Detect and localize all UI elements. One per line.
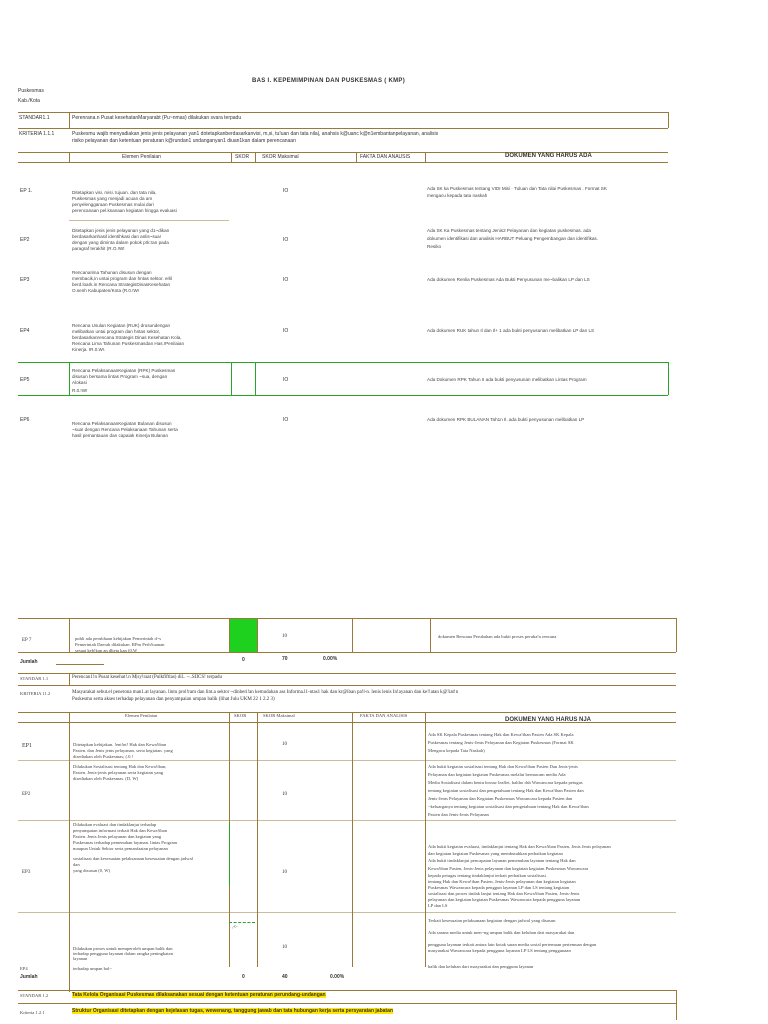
- dokumen-line: mengacu kepada tata naskah: [427, 193, 488, 198]
- skor-max: 10: [282, 742, 287, 747]
- ep-label: EP3: [20, 277, 30, 283]
- dokumen-line: pengguna layanan terkait antara lain kotak saran media sosial pertemuan pertemuan dengan: [428, 942, 597, 947]
- skor-max: 10: [282, 792, 287, 797]
- standar-text-3: Tata Kelola Organisasi Puskesmas dilaksanakan sesuai dengan ketentuan peraturan perundang-undangan: [72, 992, 326, 998]
- jumlah-pct: 0.00%: [323, 656, 338, 662]
- skor-max: IO: [283, 377, 289, 383]
- dokumen-line: LP dan LS: [428, 903, 448, 908]
- elemen-line: yang disusun (0, W): [73, 868, 111, 873]
- dokumen-line: masyarakat Wawancara kepada pengguna layanan LP LS tentang penggunaan: [428, 948, 571, 953]
- elemen-line: Rencana PelaksanaanKegiatan Bulanan disusun: [72, 421, 172, 426]
- skor-max: IO: [283, 277, 289, 283]
- header-dokumen: DOKUMEN YANG HARUS ADA: [505, 153, 592, 159]
- puskesmas-label: Puskesmas: [18, 88, 44, 94]
- dokumen-line: Ada Dokumen RPK Tahun II ada bukti penyusunan melibatkan Lintas Program: [427, 377, 587, 382]
- dokumen-line: Media Sosialisasi dalam bentu brosur leaflet, baliho dsb Wawancara kepada petugas: [428, 780, 583, 785]
- header-skor: SKOR: [235, 154, 250, 160]
- jumlah-max: 70: [282, 656, 288, 662]
- ep-label: EP2: [20, 237, 30, 243]
- elemen-line: Pemerintah Daerah dilakukan. RPm Perh!tuanan: [75, 642, 165, 647]
- elemen-line: Ditetapkan jenis jenis pelayanan yang d1~dikan: [72, 228, 170, 233]
- kriteria-text-1: Puskesmu wajib menyadiakan jenis jenis pelayanan yan1 dotetapkanberdasarkanvisi, m,si, tu!uan dan tata nila|, anahsis k@uanc k@n1embantanpelayanan, analisis: [72, 131, 439, 137]
- elemen-line: sosialisasi dan kesesuaian pelaksanaan kesesuaian dengan jadwal: [73, 856, 193, 861]
- jumlah-skor: 0: [242, 657, 245, 663]
- elemen-line: publi ada perubhaan kebijakan Pemerintah d~s: [75, 636, 162, 641]
- kriteria-text-3: Struktur Organisasi ditetapkan dengan kejelasan tugas, wewenang, tanggung jawab dan tata hubungan kerja serta persyaratan jabatan: [72, 1008, 393, 1014]
- elemen-line: terhadap pengguna layanan dalam rangka peningkatan: [73, 951, 173, 956]
- dokumen-line: Ada dokumen RPK BULANAN Tah1n Il. ada bukti penyusunan melibatkan LP: [427, 417, 585, 422]
- elemen-line: layanan: [73, 956, 88, 961]
- skor-max: IO: [283, 328, 289, 334]
- dokumen-line: Jenis-Jenis Pelayanan dan Kegiatan Puskesmas Wawancara kepada Pasien dan: [428, 796, 573, 801]
- elemen-line: disediakan oleh Puskesmas. (D, W): [73, 776, 139, 781]
- elemen-line: Pasien. Jenis Jenis pelayanan dan kegiatan yang: [73, 834, 162, 839]
- elemen-line: sesuai keb!kan an dlteta kan (0.W: [75, 648, 138, 653]
- document-title: BAS I. KEPEMIMPINAN DAN PUSKESMAS ( KMP): [252, 78, 406, 84]
- dokumen-line: Ada SK Kepala Puskesmas tentang Hak dan Kewa!iban Pasien Ada SK Kepala: [428, 732, 574, 737]
- jumlah-max: 40: [282, 974, 288, 980]
- header-dokumen-2: DOKUMEN YANG HARUS NJA: [505, 717, 592, 723]
- elemen-line: Pasien. dan Jenis jenis pelayanan. serta kegiatan. yang: [73, 748, 173, 753]
- skor-max: IO: [283, 417, 289, 423]
- elemen-line: penyampaian informasi terkait Hak dan Kewa!iban: [73, 828, 168, 833]
- dokumen-line: Puskesmas Wawancara kepada penggun layanan LP dan LS tentang kegiatan: [428, 885, 570, 890]
- kriteria-label: KRITERIA 1.1.1: [19, 131, 55, 137]
- elemen-line: dan: [73, 862, 80, 867]
- elemen-line: Dilakukan proses untuk memperoleh umpan balik dan: [73, 946, 173, 951]
- skor-cell-ep7[interactable]: [230, 619, 257, 652]
- dokumen-line: tentang Hak dan Kewa!iban Pasien, Jenis-Jenis pelayanan dan kegiatan kegiatan: [428, 879, 576, 884]
- elemen-line: Puskesmas terhadap pemenuhan layanan. lintas Program: [73, 840, 178, 845]
- dokumen-line: Ada bukti tindaklanjut pencapaian layanan pemenuhan layanan tentang Hak dan: [428, 858, 576, 863]
- elemen-line: Alokasi: [72, 380, 87, 385]
- elemen-line: ~sua! dengan Rencana Pelaksanaan Tahunan serta: [72, 427, 178, 432]
- elemen-line: Ditetapkan visi. misi. tujuan. dan tata nila,: [72, 190, 157, 195]
- jumlah-label: Jumlah: [20, 974, 38, 980]
- ep-label: EP4: [20, 328, 30, 334]
- dokumen-line: Kewa!iban Pasien, Jenis-Jenis pelayanan dan kegiatan kegiatan Puskesmas Wawancara: [428, 866, 589, 871]
- elemen-line: Dilakukan evaluasi dan tindaklanjut terhadap: [73, 822, 157, 827]
- elemen-line: dengan yang diminta dalam pokok p!k:ran pada: [72, 240, 169, 245]
- dokumen-line: pelayanan dan kegiatan kegiatan Puskesmas Wawancara kepada pengguna layanan: [428, 897, 581, 902]
- skor-max: 10: [282, 634, 287, 639]
- dokumen-line: Ada sarana media untuk men~ng umpan balik dan keluhan dari masyarakat dan: [428, 930, 575, 935]
- dokumen-line: dokumen Rencana Perubahan ada bukti proses peruba!a rencana: [438, 634, 557, 639]
- dokumen-line: Puskesmas tentang Jenis-Jenis Pelayanan dan Kegiatan Puskesmas (Format SK: [428, 740, 574, 745]
- elemen-line: Puskesmas yang menjadi acuan da am: [72, 196, 153, 201]
- jumlah-skor: 0: [242, 974, 245, 980]
- elemen-line: disusun bersama lintas Program ~sua, dengan: [72, 374, 168, 379]
- elemen-line: Rencana Usulan Kegiatan (RUK) drusundengan: [72, 323, 171, 328]
- dokumen-line: Pelayanan dan kegiatan kegiatan Puskesmas melalui bermacam media Ada: [428, 772, 566, 777]
- dokumen-line: Terkait kesesuaian pelaksanaan kegiatan dengan jadwal yang disusun: [428, 918, 556, 923]
- kriteria-text-2b: Puskesmu serta akses terhadap pelayanan dan penyampaian umpan balik (lihat Julu UKM 22 1 2.2 3): [72, 697, 275, 702]
- jumlah-pct: 0.00%: [330, 974, 345, 980]
- elemen-line: terhadap umpan bal~: [73, 966, 112, 971]
- dokumen-line: balik dan keluhan dari masyarakat dan pengguna layanan: [428, 964, 534, 969]
- ep-label: EP3: [22, 870, 31, 875]
- standar-label: STANDAR1.1: [19, 115, 50, 121]
- dokumen-line: Resiko: [427, 244, 442, 249]
- elemen-line: berdasarkanrencana Strategis Dinas Kesehatan Kola,: [72, 335, 182, 340]
- dokumen-line: tentang kegiatan sosialisasi dan pengetahuan tentang Hak dan Kewa!iban Pasien dan: [428, 788, 584, 793]
- elemen-line: disediakan oleh Puskesmas; (.0.!: [73, 754, 134, 759]
- dokumen-line: Ada SK ka Puskesmas tentang VIDI Misi · Tuluan dan Tata nilai Puskesmas . Format SK: [427, 186, 607, 191]
- elemen-line: Dilakukan Sosialisasi tentang Hak dan Kewa!iban,: [73, 764, 167, 769]
- elemen-line: Ditetapkan kebijakan. !ent!nt! Hak dan Kewa!iban: [73, 742, 167, 747]
- header-skor-max-2: SKOR Maksimal: [263, 713, 295, 718]
- dokumen-line: Mengacu kepada Tata Naskah): [428, 748, 485, 753]
- elemen-line: Pasien. Jenis-jenis pelayanan serta kegiatan yang: [73, 770, 164, 775]
- standar-text: Perenrana.n Pusat kesehatanMaryarabt (Pu~nmas) dilakukan svara terpadu: [72, 115, 242, 121]
- dokumen-line: kepada petugas tentang tindaklanjut terkait perbaikan sosialisasi: [428, 873, 546, 878]
- dokumen-line: Ada dokumen RUK tahun Il dan Il+ 1 ada bukti penyusunan melibatkan LP dan LS: [427, 328, 595, 333]
- elemen-line: perencanaan pel.ksanaan kegiatan hingga evaluasi: [72, 208, 177, 213]
- elemen-line: berdasarkanhasil identihkasi dan anlis~sua!: [72, 234, 161, 239]
- header-fakta: FAKTA DAN ANAUSIS: [360, 154, 411, 160]
- skor-max: IO: [283, 188, 289, 194]
- elemen-line: maupun Untuk Sektor serta pemanfaatan pelayanan: [73, 846, 168, 851]
- header-skor-2: SKOR: [234, 713, 247, 718]
- dokumen-line: Pasien dan Jenis-Jenis Pelayanan: [428, 812, 489, 817]
- dokumen-line: Ada dokumen Renlia Puskesmas Ada Bukti Penyusunan me~balikan LP dan LS: [427, 277, 590, 282]
- dokumen-line: Ada SK Ka Puskesmas tentang Jenis2 Pelayanan dan kegiatan puskesmas. ada: [427, 228, 591, 233]
- standar-label-3: STANDAR 1.2: [20, 993, 49, 998]
- ep-label: EP 7: [22, 638, 32, 643]
- ep-label: EP2: [22, 792, 31, 797]
- kabkota-label: Kab./Kota: [18, 98, 40, 104]
- dokumen-line: Ada bukti kegiatan evaluasi, tindaklanjut tentang Hak dan Kewa!iban Pasien, Jenis Jenis pelayanan: [428, 844, 611, 849]
- elemen-line: Kinerja. IR.0.W!.: [72, 347, 106, 352]
- elemen-line: O.senh Kabupaten/Kota (R.0.!W!: [72, 288, 140, 293]
- header-skor-max: SKOR Maksimal: [262, 154, 299, 160]
- kriteria-text-2: risiko pelayanan dan ketentuan peraturan k@rundan1 undanganyan1 diuan1kan dalam perencanaan: [72, 138, 296, 144]
- ep-label: EP 1.: [20, 188, 33, 194]
- dokumen-line: dokumen identifikasi dan analisis HARBUT Peluang Pengembangan dan identifikas.: [427, 236, 599, 241]
- ep-label: EP1: [22, 743, 33, 749]
- dokumen-line: dan kegiatan kegiatan Puskesmas yang membutuhkan perbaikan kegiatan: [428, 851, 563, 856]
- dokumen-line: ~keluarganya tentang kegiatan sosialisasi dan pengetahuan tentang Hak dan Kewa!iban: [428, 804, 589, 809]
- header-elemen: Elemen Penilaian: [122, 154, 161, 160]
- kriteria-label-2: KRITERIA 11.2: [20, 691, 51, 696]
- standar-text-2: Perencan1!n Pusat kesehat!.n M|sy!raat (Pulkfiftlas) dil.. ~..SIICS! terpadu: [72, 675, 223, 680]
- kriteria-label-3: Kriteria 1.2.1: [20, 1010, 45, 1015]
- elemen-line: Rencana Lima Tahunan Puskesmasdan Has.!Penilaian: [72, 341, 185, 346]
- elemen-line: berd.loark.in Rencana StrategisDinasKesehatan: [72, 282, 171, 287]
- skor-max: 10: [282, 945, 287, 950]
- standar-label-2: STANDAR 1.1: [20, 676, 49, 681]
- elemen-line: R.0.!W!: [72, 388, 88, 393]
- header-fakta-2: FAKTA DAN ANALISIS: [360, 713, 408, 718]
- skor-max: IO: [283, 237, 289, 243]
- jumlah-label: Jumlah: [20, 659, 38, 665]
- elemen-line: penyelenggaraan Puskesmas mulai dari: [72, 202, 154, 207]
- elemen-line: melibatkan untai program dan hntas sektor,: [72, 329, 161, 334]
- skor-mark: ,<-: [232, 924, 238, 929]
- ep-label: EP4: [20, 966, 28, 971]
- dokumen-line: sosialisasi dan proses tindak lanjut tentang Hak dan Kewa!iban Pasien, Jenis-Jenis: [428, 891, 580, 896]
- elemen-line: paragraf terakhit (R.O.!W!: [72, 246, 125, 251]
- elemen-line: membacik,in untai program dan hntas sektor. erlil: [72, 276, 173, 281]
- elemen-line: Rencana PelaksanaanKegiatan (RPK) Puskesmas: [72, 368, 176, 373]
- dokumen-line: Ada bukti kegiatan sosialisasi tentang Hak dan Kewa!iban Pasien Dan Jenis-jenis: [428, 764, 578, 769]
- header-elemen-2: Elemen Penilaian: [125, 713, 158, 718]
- elemen-line: Rencana!ima Tahunan disusun dengan: [72, 270, 152, 275]
- kriteria-text-2a: Masyarakat sebut.el penerona man1.at layanan. lintu prol!ram dan lint.a sektor ~dinberi!an kemudahan ass Informa.l1-ntas1 hak dan kr@iban pa!l-n. lenis lenis In!ayanan dan ke!!atan k@!iat!n: [72, 690, 459, 695]
- ep-label: EP6: [20, 417, 30, 423]
- elemen-line: hasil pemantauan dan capaiak Kinerja Bulanan: [72, 433, 169, 438]
- ep-label: EP5: [20, 377, 30, 383]
- skor-max: 10: [282, 870, 287, 875]
